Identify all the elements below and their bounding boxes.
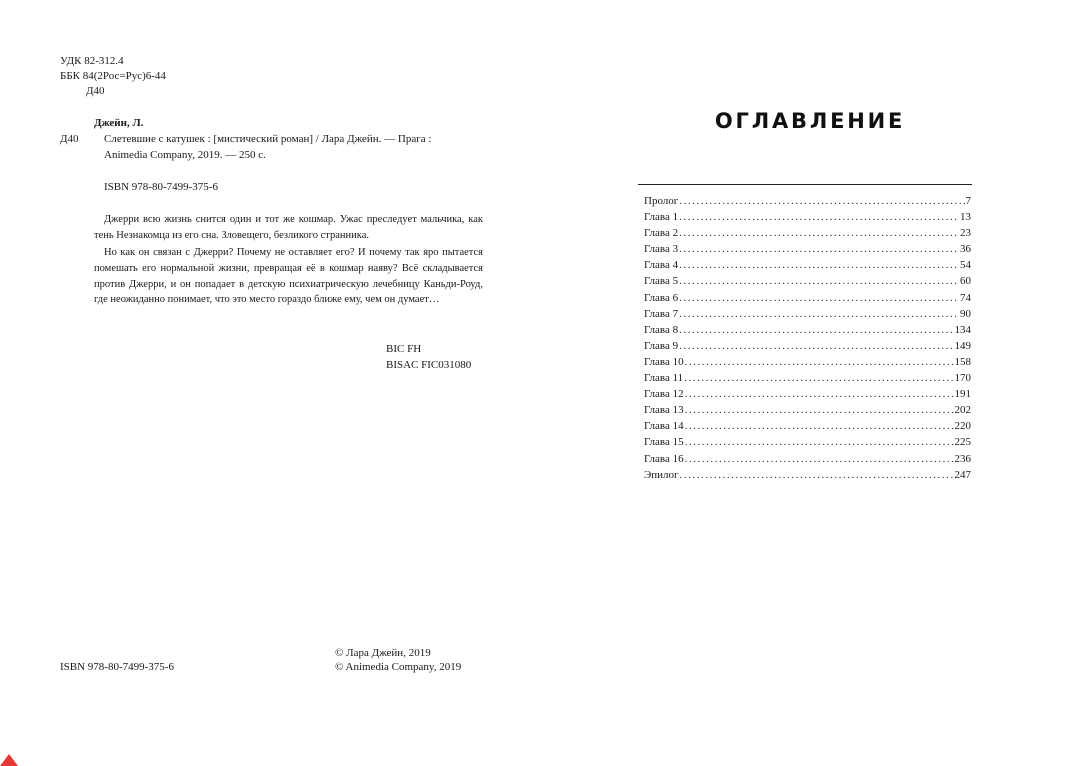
toc-entry	[644, 290, 971, 306]
udk-code: УДК 82-312.4	[60, 55, 124, 67]
toc-entry-page: 54	[960, 259, 971, 272]
toc-entry-page: 158	[954, 355, 971, 368]
toc-entry-page: 225	[954, 436, 971, 449]
bbk-code: ББК 84(2Рос=Рус)6-44	[60, 70, 166, 82]
toc-entry-label: Глава 10	[644, 355, 684, 368]
copyright-author: © Лара Джейн, 2019	[335, 647, 431, 659]
toc-entry-page: 74	[960, 291, 971, 304]
toc-leader-dots	[679, 209, 959, 225]
toc-entry	[644, 451, 971, 467]
bibliographic-line-1: Слетевшие с катушек : [мистический роман] / Лара Джейн. — Прага :	[104, 133, 432, 145]
toc-leader-dots	[679, 241, 959, 257]
toc-leader-dots	[679, 290, 959, 306]
toc-leader-dots	[684, 370, 953, 386]
toc-entry	[644, 434, 971, 450]
toc-divider	[638, 184, 972, 185]
toc-entry-label: Глава 16	[644, 452, 684, 465]
isbn-bottom: ISBN 978-80-7499-375-6	[60, 661, 174, 673]
toc-entry-page: 23	[960, 227, 971, 240]
toc-entry	[644, 402, 971, 418]
isbn-line: ISBN 978-80-7499-375-6	[104, 181, 218, 193]
toc-entry-page: 7	[965, 195, 971, 207]
toc-leader-dots	[685, 354, 954, 370]
toc-leader-dots	[685, 386, 954, 402]
toc-leader-dots	[679, 306, 959, 322]
toc-entry	[644, 354, 971, 370]
toc-entry-label: Глава 7	[644, 307, 679, 320]
toc-entry-label: Глава 12	[644, 388, 684, 401]
toc-entry-label: Глава 4	[644, 259, 679, 272]
toc-leader-dots	[685, 418, 954, 434]
annotation-paragraph-1: Джерри всю жизнь снится один и тот же кошмар. Ужас преследует мальчика, как тень Незнакомца из его сна. Зловещего, безликого странника.	[94, 214, 483, 241]
toc-leader-dots	[685, 434, 954, 450]
toc-leader-dots	[679, 193, 964, 209]
toc-entry-label: Глава 3	[644, 243, 679, 256]
toc-entry-page: 36	[960, 243, 971, 256]
toc-entry-label: Глава 8	[644, 323, 679, 336]
toc-entry-label: Глава 2	[644, 227, 679, 240]
toc-leader-dots	[685, 402, 954, 418]
toc-leader-dots	[679, 322, 953, 338]
toc-entry	[644, 193, 971, 209]
bic-code: BIC FH	[386, 343, 422, 355]
toc-entry	[644, 241, 971, 257]
toc-leader-dots	[679, 225, 959, 241]
toc-leader-dots	[680, 467, 954, 483]
toc-entry-label: Глава 15	[644, 436, 684, 449]
toc-entry	[644, 257, 971, 273]
toc-entry-label: Глава 9	[644, 339, 679, 352]
toc-entry-label: Глава 5	[644, 275, 679, 288]
toc-leader-dots	[685, 451, 954, 467]
toc-entry	[644, 370, 971, 386]
crop-mark-icon	[0, 754, 18, 766]
toc-entry-page: 13	[960, 211, 971, 224]
toc-list	[644, 193, 971, 483]
author-heading: Джейн, Л.	[94, 117, 144, 129]
toc-entry-label: Глава 1	[644, 211, 679, 224]
toc-entry-label: Эпилог	[644, 468, 679, 481]
annotation-paragraph-2: Но как он связан с Джерри? Почему не оставляет его? И почему так яро пытается помешать его нормальной жизни, превращая её в кошмар наяву? Всё складывается против Джерри, и он попадает в детскую психиатрическую лечебницу Каньди-Роуд, где неожиданно понимает, что это место гораздо ближе ему, чем он думает…	[94, 247, 483, 306]
toc-entry	[644, 338, 971, 354]
bisac-code: BISAC FIC031080	[386, 359, 472, 371]
copyright-publisher: © Animedia Company, 2019	[335, 661, 462, 673]
toc-entry-page: 60	[960, 275, 971, 288]
toc-entry-page: 191	[954, 388, 971, 401]
toc-leader-dots	[679, 257, 959, 273]
toc-entry	[644, 273, 971, 289]
toc-entry-page: 90	[960, 307, 971, 320]
author-sign-side: Д40	[60, 133, 79, 145]
author-sign-top: Д40	[86, 85, 105, 97]
toc-entry-label: Глава 6	[644, 291, 679, 304]
toc-leader-dots	[679, 338, 953, 354]
toc-entry-page: 170	[954, 372, 971, 385]
toc-entry-label: Пролог	[644, 195, 679, 207]
toc-entry	[644, 306, 971, 322]
toc-entry-page: 220	[954, 420, 971, 433]
toc-entry-label: Глава 11	[644, 372, 684, 385]
toc-entry-label: Глава 13	[644, 404, 684, 417]
toc-entry	[644, 386, 971, 402]
toc-entry	[644, 467, 971, 483]
toc-entry-page: 134	[954, 323, 971, 336]
toc-entry-page: 149	[954, 339, 971, 352]
toc-entry	[644, 322, 971, 338]
toc-entry-label: Глава 14	[644, 420, 684, 433]
toc-entry-page: 236	[954, 452, 971, 465]
toc-entry-page: 202	[954, 404, 971, 417]
toc-title: ОГЛАВЛЕНИЕ	[714, 109, 906, 133]
toc-entry-page: 247	[954, 468, 971, 481]
toc-entry	[644, 209, 971, 225]
bibliographic-line-2: Animedia Company, 2019. — 250 с.	[104, 149, 266, 161]
toc-entry	[644, 225, 971, 241]
toc-leader-dots	[679, 273, 959, 289]
toc-entry	[644, 418, 971, 434]
